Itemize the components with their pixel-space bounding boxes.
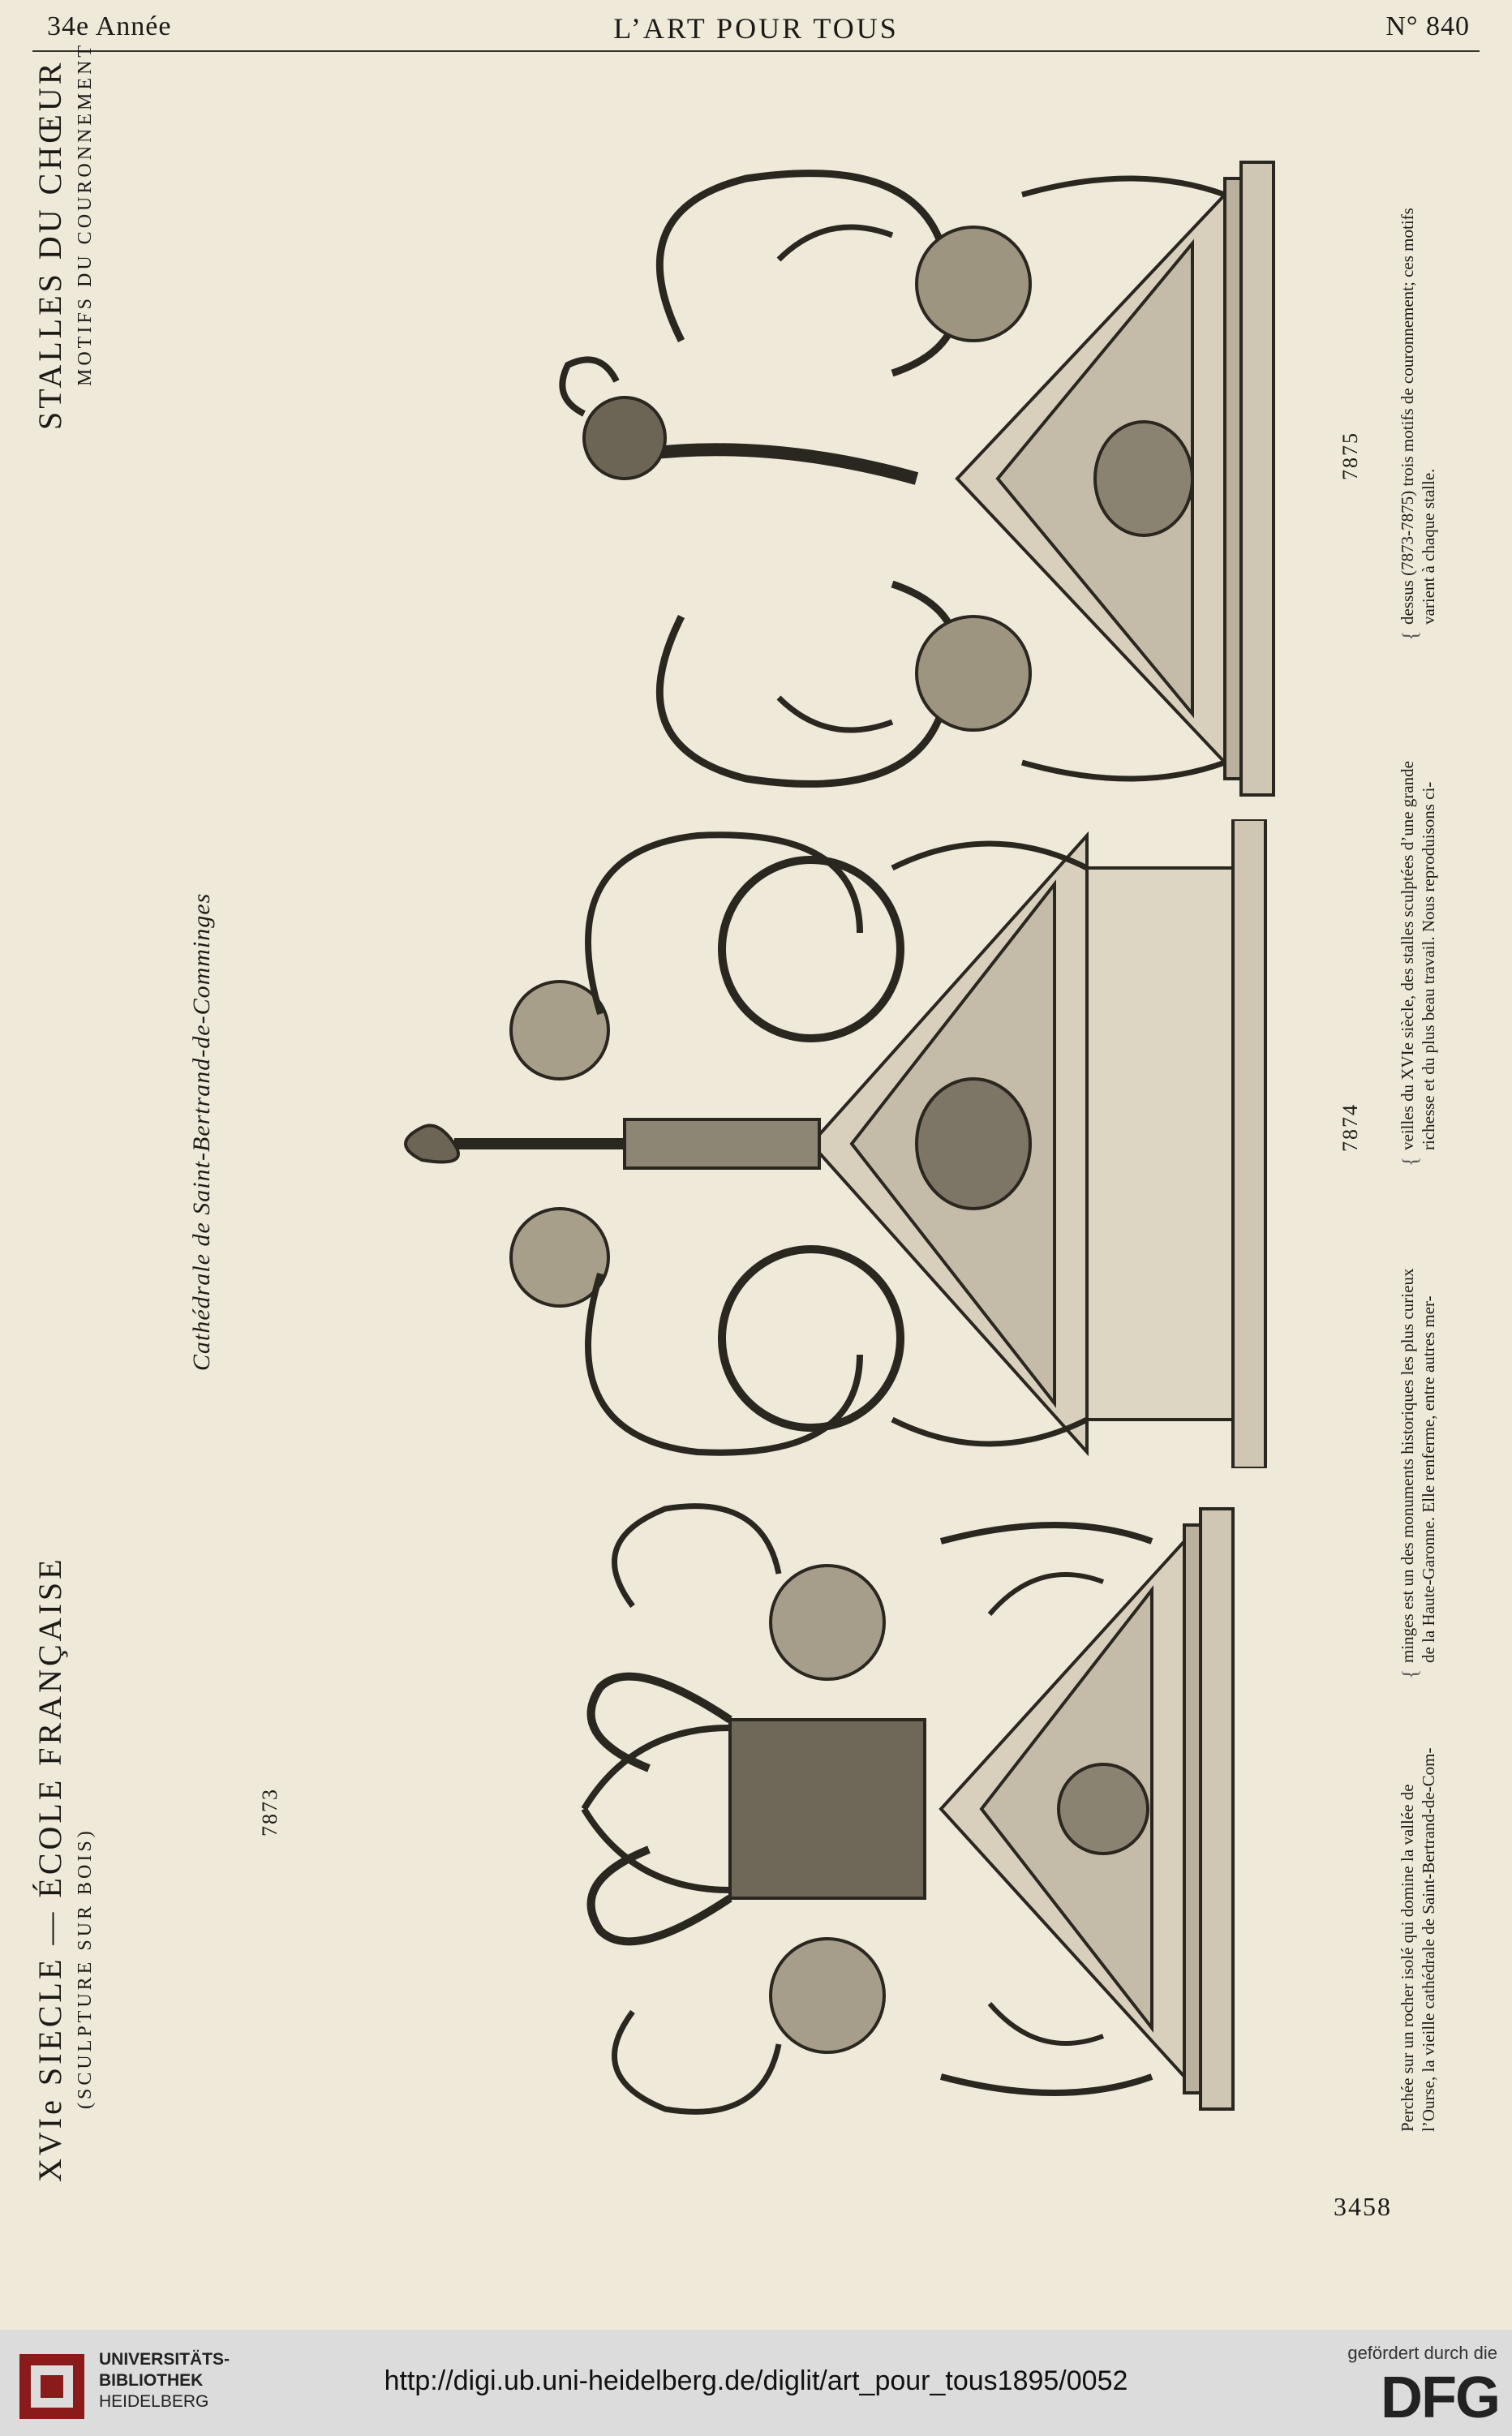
journal-title: L’ART POUR TOUS: [613, 12, 899, 45]
dfg-logo: DFG: [1381, 2365, 1499, 2430]
text-column-2: [1397, 1268, 1439, 1663]
text-line: l’Ourse, la vieille cathédrale de Saint-Bertrand-de-Com-: [1419, 1747, 1438, 2132]
plate-7873-illustration: [487, 1476, 1314, 2142]
text-column-3: [1397, 647, 1439, 1150]
text-line: de la Haute-Garonne. Elle renferme, entre autres mer-: [1419, 1295, 1438, 1663]
section-subtitle-top: MOTIFS DU COURONNEMENT: [75, 41, 96, 386]
source-url-link[interactable]: http://digi.ub.uni-heidelberg.de/diglit/art_pour_tous1895/0052: [384, 2365, 1128, 2396]
plate-number-7874: 7874: [1338, 1103, 1362, 1152]
header-rule: [32, 50, 1480, 52]
section-subtitle-bottom: (SCULPTURE SUR BOIS): [75, 1828, 96, 2109]
text-line: minges est un des monuments historiques les plus curieux: [1398, 1268, 1417, 1663]
sponsor-label: gefördert durch die: [1347, 2343, 1497, 2363]
brace-divider: {: [1398, 1156, 1422, 1166]
plate-7875-illustration: [438, 146, 1330, 811]
institution-line: UNIVERSITÄTS-: [99, 2350, 230, 2369]
plate-7874-illustration: [357, 819, 1330, 1468]
digitization-footer: [0, 2330, 1512, 2436]
issue-number: N° 840: [1385, 11, 1470, 41]
text-line: veilles du XVIe siècle, des stalles sculptées d’une grande: [1398, 761, 1417, 1150]
plate-number-7875: 7875: [1338, 432, 1362, 480]
page-number: 3458: [1334, 2192, 1392, 2221]
institution-line: HEIDELBERG: [99, 2392, 209, 2411]
brace-divider: {: [1398, 630, 1422, 641]
institution-line: BIBLIOTHEK: [99, 2371, 204, 2390]
text-line: dessus (7873-7875) trois motifs de couronnement; ces motifs: [1398, 208, 1417, 625]
brace-divider: {: [1398, 1669, 1422, 1679]
text-column-4: [1397, 154, 1439, 625]
section-title-bottom: XVIe SIECLE — ÉCOLE FRANÇAISE: [32, 1556, 68, 2182]
text-line: Perchée sur un rocher isolé qui domine la vallée de: [1398, 1784, 1417, 2132]
plate-number-7873: 7873: [258, 1788, 281, 1837]
volume-year: 34e Année: [47, 11, 172, 41]
section-title-top: STALLES DU CHŒUR: [32, 59, 68, 430]
plate-caption: Cathédrale de Saint-Bertrand-de-Comminges: [188, 892, 215, 1371]
text-line: richesse et du plus beau travail. Nous reproduisons ci-: [1419, 781, 1438, 1150]
text-line: varient à chaque stalle.: [1419, 468, 1438, 625]
